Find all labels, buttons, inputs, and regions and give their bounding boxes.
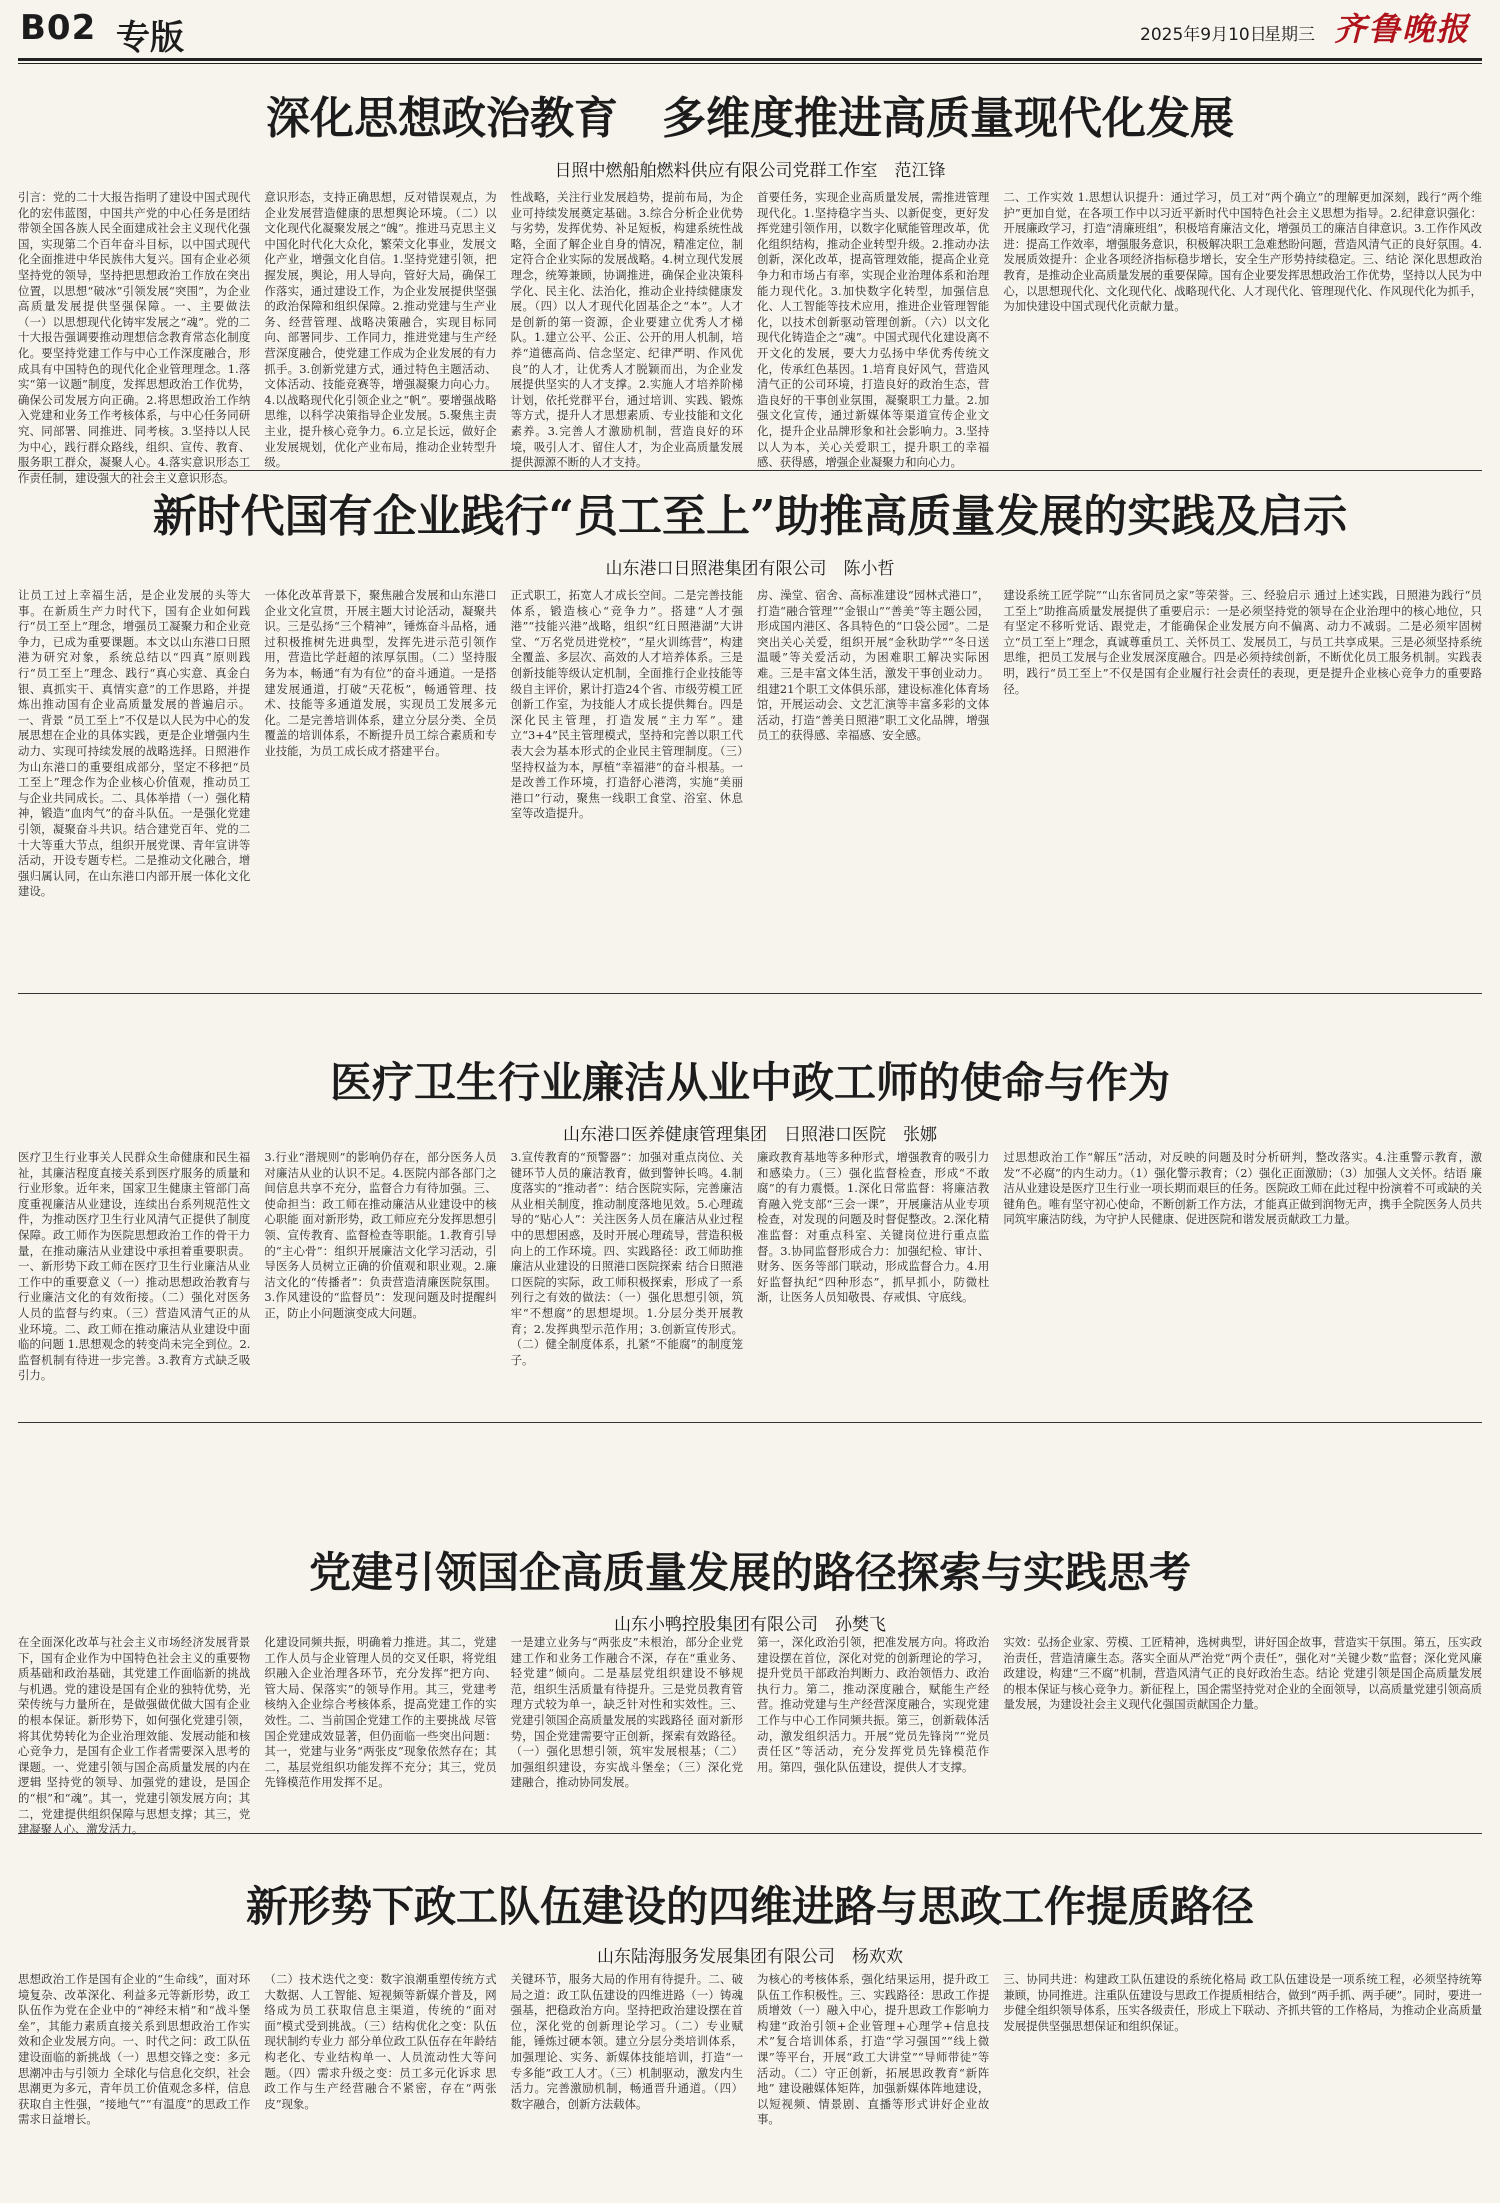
page-header [0, 0, 1500, 60]
section-divider [18, 1422, 1482, 1423]
article-byline: 山东港口医养健康管理集团 日照港口医院 张娜 [563, 1125, 937, 1145]
article-column: 二、工作实效 1.思想认识提升：通过学习，员工对“两个确立”的理解更加深刻，践行“两个维护”更加自觉，在各项工作中以习近平新时代中国特色社会主义思想为指导。2.纪律意识强化：开展廉政学习，打造“清廉班组”，积极培育廉洁文化，增强员工的廉洁自律意识。3.工作作风改进：提高工作效率，增强服务意识，积极解决职工急难愁盼问题，营造风清气正的良好氛围。4.发展质效提升：企业各项经济指标稳步增长，安全生产形势持续稳定。三、结论 深化思想政治教育，是推动企业高质量发展的重要保障。国有企业要发挥思想政治工作优势，坚持以人民为中心，以思想现代化、文化现代化、战略现代化、人才现代化、管理现代化、作风现代化为抓手，为加快建设中国式现代化贡献力量。 [1003, 190, 1482, 314]
section-divider [18, 1833, 1482, 1834]
article-columns [18, 1150, 1482, 1415]
article-columns [18, 588, 1482, 983]
section-divider [18, 993, 1482, 994]
masthead-logo: 齐鲁晚报 [1334, 10, 1471, 48]
article-columns [18, 1972, 1482, 2197]
article-column: 在全面深化改革与社会主义市场经济发展背景下，国有企业作为中国特色社会主义的重要物质基础和政治基础，其党建工作面临新的挑战与机遇。党的建设是国有企业的独特优势，光荣传统与力量所在，是做强做优做大国有企业的根本保证。新形势下，如何强化党建引领，将其优势转化为企业治理效能、发展动能和核心竞争力，是国有企业工作者需要深入思考的课题。一、党建引领与国企高质量发展的内在逻辑 坚持党的领导、加强党的建设，是国企的“根”和“魂”。其一，党建引领发展方向；其二，党建提供组织保障与思想支撑；其三，党建凝聚人心、激发活力。 [18, 1635, 251, 1837]
article-column: 医疗卫生行业事关人民群众生命健康和民生福祉，其廉洁程度直接关系到医疗服务的质量和行业形象。近年来，国家卫生健康主管部门高度重视廉洁从业建设，连续出台系列规范性文件，为推动医疗卫生行业风清气正提供了制度保障。政工师作为医院思想政治工作的骨干力量，在推动廉洁从业建设中承担着重要职责。一、新形势下政工师在医疗卫生行业廉洁从业工作中的重要意义（一）推动思想政治教育与行业廉洁文化的有效衔接。（二）强化对医务人员的监督与约束。（三）营造风清气正的从业环境。二、政工师在推动廉洁从业建设中面临的问题 1.思想观念的转变尚未完全到位。2.监督机制有待进一步完善。3.教育方式缺乏吸引力。 [18, 1150, 251, 1383]
page-code: B02 [20, 8, 97, 48]
article-column: 性战略，关注行业发展趋势，提前布局，为企业可持续发展奠定基础。3.综合分析企业优势与劣势，发挥优势、补足短板，构建系统性战略，全面了解企业自身的情况，精准定位，制定符合企业实际的发展战略。4.树立现代发展理念，统筹兼顾，协调推进，确保企业决策科学化、民主化、法治化，推动企业持续健康发展。（四）以人才现代化固基企之“本”。人才是创新的第一资源，企业要建立优秀人才梯队。1.建立公平、公正、公开的用人机制，培养“道德高尚、信念坚定、纪律严明、作风优良”的人才，让优秀人才脱颖而出，为企业发展提供坚实的人才支撑。2.实施人才培养阶梯计划，依托党群平台，通过培训、实践、锻炼等方式，提升人才思想素质、专业技能和文化素养。3.完善人才激励机制，营造良好的环境，吸引人才、留住人才，为企业高质量发展提供源源不断的人才支持。 [510, 190, 743, 470]
article-column: 首要任务，实现企业高质量发展，需推进管理现代化。1.坚持稳字当头、以新促变，更好发挥党建引领作用，以数字化赋能管理改革，优化组织结构，推动企业转型升级。2.推动办法创新，深化改革，提高管理效能，提高企业竞争力和市场占有率，实现企业治理体系和治理能力现代化。3.加快数字化转型，加强信息化、人工智能等技术应用，推进企业管理智能化，以技术创新驱动管理创新。（六）以文化现代化铸造企之“魂”。中国式现代化建设离不开文化的发展，要大力弘扬中华优秀传统文化，传承红色基因。1.培育良好风气，营造风清气正的公司环境，打造良好的政治生态，营造良好的干事创业氛围，凝聚职工力量。2.加强文化宣传，通过新媒体等渠道宣传企业文化，提升企业品牌形象和社会影响力。3.坚持以人为本，关心关爱职工，提升职工的幸福感、获得感，增强企业凝聚力和向心力。 [756, 190, 990, 470]
article-columns [18, 190, 1482, 485]
article-2 [18, 480, 1482, 1090]
article-5 [18, 1840, 1482, 2200]
article-column: 一体化改革背景下，聚焦融合发展和山东港口企业文化宣贯，开展主题大讨论活动，凝聚共识。三是弘扬“三个精神”，锤炼奋斗品格，通过积极推树先进典型，发挥先进示范引领作用，营造比学赶超的浓厚氛围。（二）坚持服务为本，畅通“有为有位”的奋斗通道。一是搭建发展通道，打破“天花板”，畅通管理、技术、技能等多通道发展，实现员工发展多元化。二是完善培训体系，建立分层分类、全员覆盖的培训体系，不断提升员工综合素质和专业技能，为员工成长成才搭建平台。 [264, 588, 497, 758]
article-4 [18, 1430, 1482, 1837]
article-column: 思想政治工作是国有企业的“生命线”，面对环境复杂、改革深化、利益多元等新形势，政工队伍作为党在企业中的“神经末梢”和“战斗堡垒”，其能力素质直接关系到思想政治工作实效和企业发展方向。一、时代之问：政工队伍建设面临的新挑战（一）思想交锋之变：多元思潮冲击与引领力 全球化与信息化交织，社会思潮更为多元，青年员工价值观念多样，信息获取自主性强，“接地气”“有温度”的思政工作需求日益增长。 [18, 1972, 251, 2127]
article-column: 让员工过上幸福生活，是企业发展的头等大事。在新质生产力时代下，国有企业如何践行“员工至上”理念，增强员工凝聚力和企业竞争力，已成为重要课题。本文以山东港口日照港为研究对象，系统总结以“四真”原则践行“员工至上”理念、践行“真心实意、真金白银、真抓实干、真情实意”的工作思路，并提炼出推动国有企业高质量发展的普遍启示。一、背景 “员工至上”不仅是以人民为中心的发展思想在企业的具体实践，更是企业增强内生动力、实现可持续发展的战略选择。日照港作为山东港口的重要组成部分，坚定不移把“员工至上”理念作为企业核心价值观，推动员工与企业共同成长。二、具体举措（一）强化精神，锻造“血肉气”的奋斗队伍。一是强化党建引领，凝聚奋斗共识。结合建党百年、党的二十大等重大节点，组织开展党课、青年宣讲等活动，开设专题专栏。二是推动文化融合，增强归属认同，在山东港口内部开展一体化文化建设。 [18, 588, 251, 899]
article-headline: 医疗卫生行业廉洁从业中政工师的使命与作为 [329, 1058, 1170, 1107]
article-column: 三、协同共进：构建政工队伍建设的系统化格局 政工队伍建设是一项系统工程，必须坚持统筹兼顾，协同推进。注重队伍建设与思政工作提质相结合，做到“两手抓、两手硬”。同时，要进一步健全组织领导体系，压实各级责任，形成上下联动、齐抓共管的工作格局，为推动企业高质量发展提供坚强思想保证和组织保证。 [1003, 1972, 1482, 2033]
article-column: 正式职工，拓宽人才成长空间。二是完善技能体系，锻造核心“竞争力”。搭建“人才强港”“技能兴港”战略，组织“红日照港湖”大讲堂、“万名党员进党校”，“星火训练营”，构建全覆盖、多层次、高效的人才培养体系。三是创新技能等级认定机制，全面推行企业技能等级自主评价，累计打造24个省、市级劳模工匠创新工作室，为技能人才成长提供舞台。四是深化民主管理，打造发展“主力军”。建立“3+4”民主管理模式，坚持和完善以职工代表大会为基本形式的企业民主管理制度。（三）坚持权益为本，厚植“幸福港”的奋斗根基。一是改善工作环境，打造舒心港湾，实施“美丽港口”行动，聚焦一线职工食堂、浴室、休息室等改造提升。 [510, 588, 743, 821]
article-column: 一是建立业务与“两张皮”未根治，部分企业党建工作和业务工作融合不深，存在“重业务、轻党建”倾向。二是基层党组织建设不够规范，组织生活质量有待提升。三是党员教育管理方式较为单一，缺乏针对性和实效性。三、党建引领国企高质量发展的实践路径 面对新形势，国企党建需要守正创新，探索有效路径。（一）强化思想引领，筑牢发展根基；（二）加强组织建设，夯实战斗堡垒；（三）深化党建融合，推动协同发展。 [510, 1635, 743, 1790]
article-headline: 党建引领国企高质量发展的路径探索与实践思考 [308, 1548, 1191, 1597]
article-headline: 新时代国有企业践行“员工至上”助推高质量发展的实践及启示 [152, 491, 1348, 542]
article-headline: 新形势下政工队伍建设的四维进路与思政工作提质路径 [245, 1882, 1254, 1931]
article-1 [18, 80, 1482, 485]
article-column: 实效：弘扬企业家、劳模、工匠精神，选树典型，讲好国企故事，营造实干氛围。第五，压实政治责任，营造清廉生态。落实全面从严治党“两个责任”，强化对“关键少数”监督；深化党风廉政建设，构建“三不腐”机制，营造风清气正的良好政治生态。结论 党建引领是国企高质量发展的根本保证与核心竞争力。新征程上，国企需坚持党对企业的全面领导，以高质量党建引领高质量发展，为建设社会主义现代化强国贡献国企力量。 [1003, 1635, 1482, 1712]
article-column: 3.宣传教育的“预警器”：加强对重点岗位、关键环节人员的廉洁教育，做到警钟长鸣。4.制度落实的“推动者”：结合医院实际，完善廉洁从业相关制度，推动制度落地见效。5.心理疏导的“贴心人”：关注医务人员在廉洁从业过程中的思想困惑，及时开展心理疏导，营造积极向上的工作环境。四、实践路径：政工师助推廉洁从业建设的日照港口医院探索 结合日照港口医院的实际，政工师积极探索，形成了一系列行之有效的做法：（一）强化思想引领，筑牢“不想腐”的思想堤坝。1.分层分类开展教育；2.发挥典型示范作用；3.创新宣传形式。（二）健全制度体系，扎紧“不能腐”的制度笼子。 [510, 1150, 743, 1367]
article-column: 3.行业“潜规则”的影响仍存在，部分医务人员对廉洁从业的认识不足。4.医院内部各部门之间信息共享不充分，监督合力有待加强。三、使命担当：政工师在推动廉洁从业建设中的核心职能 面对新形势，政工师应充分发挥思想引领、宣传教育、监督检查等职能。1.教育引导的“主心骨”：组织开展廉洁文化学习活动，引导医务人员树立正确的价值观和职业观。2.廉洁文化的“传播者”：负责营造清廉医院氛围。3.作风建设的“监督员”：发现问题及时提醒纠正，防止小问题演变成大问题。 [264, 1150, 497, 1320]
header-rule-thin [18, 63, 1482, 64]
article-column: 化建设同频共振，明确着力推进。其二，党建工作人员与企业管理人员的交叉任职，将党组织融入企业治理各环节，充分发挥“把方向、管大局、保落实”的领导作用。其三，党建考核纳入企业综合考核体系，提高党建工作的实效性。二、当前国企党建工作的主要挑战 尽管国企党建成效显著，但仍面临一些突出问题：其一，党建与业务“两张皮”现象依然存在；其二，基层党组织功能发挥不充分；其三，党员先锋模范作用发挥不足。 [264, 1635, 497, 1790]
article-byline: 山东港口日照港集团有限公司 陈小哲 [605, 559, 895, 579]
article-column: 房、澡堂、宿舍、高标准建设“园林式港口”，打造“融合管理”“金银山”“善美”等主题公园，形成国内港区、各具特色的“口袋公园”。二是突出关心关爱，组织开展“金秋助学”“冬日送温暖”等关爱活动，为困难职工解决实际困难。三是丰富文体生活，激发干事创业动力。组建21个职工文体俱乐部，建设标准化体育场馆，开展运动会、文艺汇演等丰富多彩的文体活动，打造“善美日照港”职工文化品牌，增强员工的获得感、幸福感、安全感。 [756, 588, 990, 743]
article-3 [18, 1000, 1482, 1420]
section-name: 专版 [116, 18, 184, 58]
article-column: 引言：党的二十大报告指明了建设中国式现代化的宏伟蓝图，中国共产党的中心任务是团结带领全国各族人民全面建成社会主义现代化强国，实现第二个百年奋斗目标，以中国式现代化全面推进中华民族伟大复兴。国有企业必须坚持党的领导，坚持把思想政治工作放在突出位置，以思想“破冰”引领发展“突围”，为企业高质量发展提供坚强保障。一、主要做法（一）以思想现代化铸牢发展之“魂”。党的二十大报告强调要推动理想信念教育常态化制度化。要坚持党建工作与中心工作深度融合，形成具有中国特色的现代化企业管理理念。1.落实“第一议题”制度，发挥思想政治工作优势，确保公司发展方向正确。2.将思想政治工作纳入党建和业务工作考核体系，与中心任务同研究、同部署、同推进、同考核。3.坚持以人民为中心，践行群众路线，组织、宣传、教育、服务职工群众，凝聚人心。4.落实意识形态工作责任制，建设强大的社会主义意识形态。 [18, 190, 251, 485]
article-column: 建设系统工匠学院”“山东省同员之家”等荣誉。三、经验启示 通过上述实践，日照港为践行“员工至上”助推高质量发展提供了重要启示：一是必须坚持党的领导在企业治理中的核心地位，只有坚定不移听党话、跟党走，才能确保企业发展方向不偏离、动力不减弱。二是必须牢固树立“员工至上”理念，真诚尊重员工、关怀员工、发展员工，与员工共享成果。三是必须坚持系统思维，把员工发展与企业发展深度融合。四是必须持续创新，不断优化员工服务机制。实践表明，践行“员工至上”不仅是国有企业履行社会责任的表现，更是提升企业核心竞争力的重要路径。 [1003, 588, 1482, 696]
header-rule [18, 58, 1482, 61]
section-divider [18, 470, 1482, 471]
weekday: 星期三 [1264, 25, 1315, 45]
article-column: （二）技术迭代之变：数字浪潮重塑传统方式 大数据、人工智能、短视频等新媒介普及，网络成为员工获取信息主渠道，传统的“面对面”模式受到挑战。（三）结构优化之变：队伍现状制约专业力 部分单位政工队伍存在年龄结构老化、专业结构单一、人员流动性大等问题。（四）需求升级之变：员工多元化诉求 思政工作与生产经营融合不紧密，存在“两张皮”现象。 [264, 1972, 497, 2111]
article-byline: 山东陆海服务发展集团有限公司 杨欢欢 [597, 1947, 903, 1967]
article-column: 意识形态，支持正确思想，反对错误观点，为企业发展营造健康的思想舆论环境。（二）以文化现代化凝聚发展之“魄”。推进马克思主义中国化时代化大众化，繁荣文化事业，发展文化产业，增强文化自信。1.坚持党建引领，把握发展，舆论，用人导向，管好大局，确保工作落实，通过建设工作，为企业发展提供坚强的政治保障和组织保障。2.推动党建与生产业务、经营管理、战略决策融合，实现目标同向、部署同步、工作同力，推进党建与生产经营深度融合，使党建工作成为企业发展的有力抓手。3.创新党建方式，通过特色主题活动、文体活动、技能竞赛等，增强凝聚力向心力。4.以战略现代化引领企业之“帆”。要增强战略思维，以科学决策指导企业发展。5.聚焦主责主业，提升核心竞争力。6.立足长远，做好企业发展规划，优化产业布局，推动企业转型升级。 [264, 190, 497, 470]
article-column: 第一，深化政治引领，把准发展方向。将政治建设摆在首位，深化对党的创新理论的学习，提升党员干部政治判断力、政治领悟力、政治执行力。第二，推动深度融合，赋能生产经营。推动党建与生产经营深度融合，实现党建工作与中心工作同频共振。第三，创新载体活动，激发组织活力。开展“党员先锋岗”“党员责任区”等活动，充分发挥党员先锋模范作用。第四，强化队伍建设，提供人才支撑。 [756, 1635, 990, 1774]
article-column: 关键环节，服务大局的作用有待提升。二、破局之道：政工队伍建设的四维进路（一）铸魂强基，把稳政治方向。坚持把政治建设摆在首位，深化党的创新理论学习。（二）专业赋能，锤炼过硬本领。建立分层分类培训体系，加强理论、实务、新媒体技能培训，打造“一专多能”政工人才。（三）机制驱动，激发内生活力。完善激励机制，畅通晋升通道。（四）数字融合，创新方法载体。 [510, 1972, 743, 2111]
article-headline: 深化思想政治教育 多维度推进高质量现代化发展 [266, 93, 1234, 144]
article-byline: 日照中燃船舶燃料供应有限公司党群工作室 范江锋 [554, 161, 946, 181]
article-column: 过思想政治工作“解压”活动，对反映的问题及时分析研判，整改落实。4.注重警示教育，激发“不必腐”的内生动力。（1）强化警示教育；（2）强化正面激励；（3）加强人文关怀。结语 廉洁从业建设是医疗卫生行业一项长期而艰巨的任务。医院政工师在此过程中扮演着不可或缺的关键角色。唯有坚守初心使命，不断创新工作方法，才能真正做到润物无声，携手全院医务人员共同筑牢廉洁防线，为守护人民健康、促进医院和谐发展贡献政工力量。 [1003, 1150, 1482, 1227]
issue-date: 2025年9月10日 [1140, 25, 1267, 45]
article-columns [18, 1635, 1482, 1837]
article-byline: 山东小鸭控股集团有限公司 孙樊飞 [614, 1615, 886, 1635]
article-column: 为核心的考核体系，强化结果运用，提升政工队伍工作积极性。三、实践路径：思政工作提质增效（一）融入中心，提升思政工作影响力 构建“政治引领+企业管理+心理学+信息技术”复合培训体系，打造“学习强国”“线上微课”等平台，开展“政工大讲堂”“导师带徒”等活动。（二）守正创新，拓展思政教育“新阵地” 建设融媒体矩阵，加强新媒体阵地建设，以短视频、情景剧、直播等形式讲好企业故事。 [756, 1972, 990, 2127]
article-column: 廉政教育基地等多种形式，增强教育的吸引力和感染力。（三）强化监督检查，形成“不敢腐”的有力震慑。1.深化日常监督：将廉洁教育融入党支部“三会一课”，开展廉洁从业专项检查，对发现的问题及时督促整改。2.深化精准监督：对重点科室、关键岗位进行重点监督。3.协同监督形成合力：加强纪检、审计、财务、医务等部门联动，形成监督合力。4.用好监督执纪“四种形态”，抓早抓小，防微杜渐，让医务人员知敬畏、存戒惧、守底线。 [756, 1150, 990, 1305]
